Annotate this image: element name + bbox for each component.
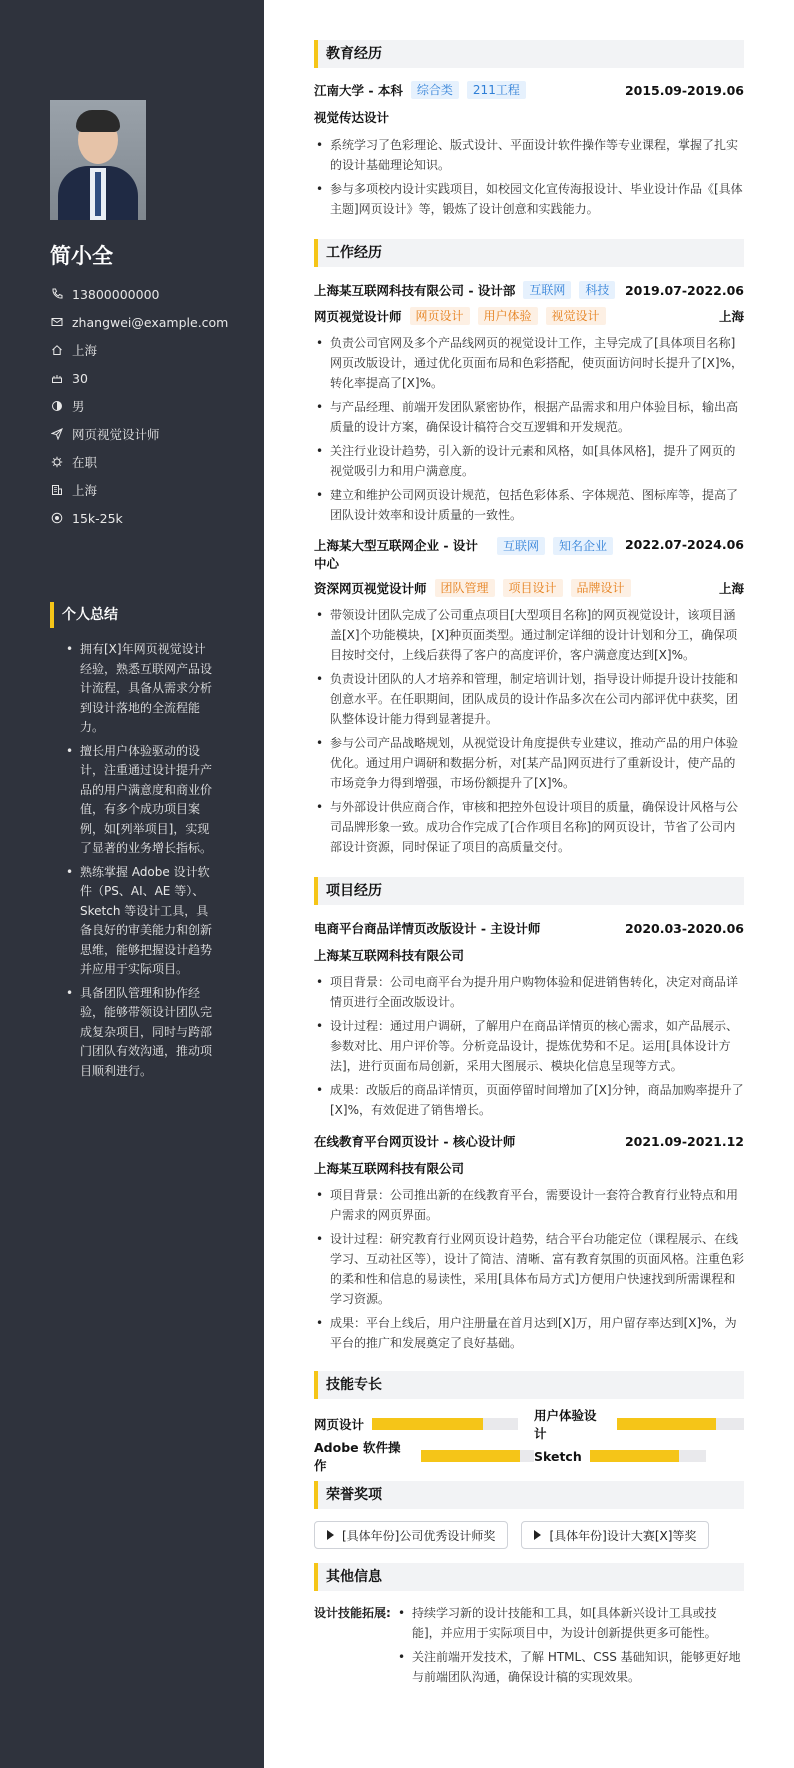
gender-text: 男	[72, 399, 85, 414]
job-city: 上海	[718, 309, 744, 324]
other-heading: 其他信息	[314, 1563, 744, 1591]
job-bullet: • 建立和维护公司网页设计规范，包括色彩体系、字体规范、图标库等，提高了团队设计效率和设计质量的一致性。	[314, 485, 744, 525]
sidebar	[0, 0, 264, 1768]
location-text: 上海	[72, 343, 98, 358]
job-date: 2019.07-2022.06	[624, 282, 744, 298]
job-company: 上海某互联网科技有限公司 - 设计部	[314, 283, 516, 298]
project-bullet: • 设计过程：研究教育行业网页设计趋势，结合平台功能定位（课程展示、在线学习、互动社区等），设计了简洁、清晰、富有教育氛围的页面风格。注重色彩的柔和性和信息的易读性，采用[具体布局方式]方便用户快速找到所需课程和学习资源。	[314, 1229, 744, 1309]
play-icon	[534, 1530, 541, 1540]
role-tag: 品牌设计	[571, 579, 631, 597]
project-bullet: • 设计过程：通过用户调研，了解用户在商品详情页的核心需求，如产品展示、参数对比、用户评价等。分析竞品设计，提炼优势和不足。运用[具体设计方法]，进行页面布局创新，采用大图展示、模块化信息呈现等方式。	[314, 1016, 744, 1076]
project-company: 上海某互联网科技有限公司	[314, 1161, 465, 1176]
other-bullet: • 持续学习新的设计技能和工具，如[具体新兴设计工具或技能]，并应用于实际项目中，为设计创新提供更多可能性。	[396, 1603, 744, 1643]
projects-heading: 项目经历	[314, 877, 744, 905]
job-bullet: • 带领设计团队完成了公司重点项目[大型项目名称]的网页视觉设计，该项目涵盖[X]个功能模块，[X]种页面类型。通过制定详细的设计计划和分工，确保项目按时交付，上线后获得了客户的高度评价，客户满意度达到[X]%。	[314, 605, 744, 665]
age-text: 30	[72, 370, 88, 386]
role-tag: 用户体验	[478, 307, 538, 325]
info-age	[50, 364, 228, 392]
skill-bar-fill	[421, 1450, 521, 1462]
cake-icon	[50, 372, 63, 385]
education-bullets	[314, 135, 744, 219]
role-tag: 项目设计	[503, 579, 563, 597]
education-tag: 211工程	[467, 81, 526, 99]
project-name: 电商平台商品详情页改版设计 - 主设计师	[314, 921, 541, 936]
education-row	[314, 81, 744, 99]
skill-label: Adobe 软件操作	[314, 1440, 401, 1473]
project-bullets	[314, 972, 744, 1120]
project-bullet: • 项目背景：公司推出新的在线教育平台，需要设计一套符合教育行业特点和用户需求的网页界面。	[314, 1185, 744, 1225]
project-company: 上海某互联网科技有限公司	[314, 948, 465, 963]
skill-label: 用户体验设计	[534, 1408, 597, 1441]
job-bullets	[314, 333, 744, 525]
candidate-name: 简小全	[50, 244, 113, 268]
skill-label: 网页设计	[314, 1417, 365, 1432]
job-bullets	[314, 605, 744, 857]
summary-item: • 熟练掌握 Adobe 设计软件（PS、AI、AE 等）、Sketch 等设计工具，具备良好的审美能力和创新思维，能够把握设计趋势并应用于实际项目。	[66, 863, 216, 980]
job-role: 资深网页视觉设计师	[314, 581, 427, 596]
summary-title: 个人总结	[50, 602, 118, 628]
job-row	[314, 537, 744, 573]
skill-label: Sketch	[534, 1448, 582, 1464]
info-location	[50, 336, 228, 364]
role-tag: 网页设计	[410, 307, 470, 325]
skill-bar	[617, 1418, 744, 1430]
other-bullets	[396, 1603, 744, 1691]
job-role: 网页视觉设计师	[314, 309, 402, 324]
other-label: 设计技能拓展:	[314, 1606, 391, 1620]
skill-item	[534, 1443, 744, 1469]
project-bullet: • 成果：平台上线后，用户注册量在首月达到[X]万，用户留存率达到[X]%，为平台的推广和发展奠定了良好基础。	[314, 1313, 744, 1353]
job-bullet: • 参与公司产品战略规划，从视觉设计角度提供专业建议，推动产品的用户体验优化。通过用户调研和数据分析，对[某产品]网页进行了重新设计，使产品的市场竞争力得到增强，市场份额提升了[X]%。	[314, 733, 744, 793]
project-row	[314, 1132, 744, 1150]
salary-icon	[50, 512, 63, 525]
project-bullet: • 成果：改版后的商品详情页，页面停留时间增加了[X]分钟，商品加购率提升了[X]%，有效促进了销售增长。	[314, 1080, 744, 1120]
gender-icon	[50, 400, 63, 413]
work-city-text: 上海	[72, 483, 98, 498]
skill-item	[314, 1440, 534, 1473]
position-text: 网页视觉设计师	[72, 427, 160, 442]
skill-item	[534, 1408, 744, 1441]
skill-bar	[590, 1450, 706, 1462]
send-icon	[50, 428, 63, 441]
info-status	[50, 448, 228, 476]
job-tag: 知名企业	[553, 537, 613, 555]
skills-heading: 技能专长	[314, 1371, 744, 1399]
project-date: 2021.09-2021.12	[624, 1133, 744, 1149]
email-text: zhangwei@example.com	[72, 314, 229, 330]
project-bullets	[314, 1185, 744, 1353]
award-item	[521, 1521, 709, 1549]
skill-item	[314, 1411, 534, 1437]
summary-item: • 具备团队管理和协作经验，能够带领设计团队完成复杂项目，同时与跨部门团队有效沟通，推动项目顺利进行。	[66, 984, 216, 1082]
skill-bar	[372, 1418, 518, 1430]
summary-item: • 擅长用户体验驱动的设计，注重通过设计提升产品的用户满意度和商业价值，有多个成功项目案例，如[列举项目]，实现了显著的业务增长指标。	[66, 742, 216, 859]
job-bullet: • 负责公司官网及多个产品线网页的视觉设计工作，主导完成了[具体项目名称]网页改版设计，通过优化页面布局和色彩搭配，使页面访问时长提升了[X]%，转化率提高了[X]%。	[314, 333, 744, 393]
project-date: 2020.03-2020.06	[624, 920, 744, 936]
summary-list	[66, 640, 216, 1085]
main-content	[314, 40, 744, 1691]
skills-grid	[314, 1408, 744, 1473]
mail-icon	[50, 316, 63, 329]
info-salary	[50, 504, 228, 532]
job-role-row	[314, 307, 744, 325]
play-icon	[327, 1530, 334, 1540]
status-text: 在职	[72, 455, 98, 470]
job-city: 上海	[718, 581, 744, 596]
info-phone	[50, 280, 228, 308]
awards-list	[314, 1521, 744, 1549]
awards-heading: 荣誉奖项	[314, 1481, 744, 1509]
award-item	[314, 1521, 508, 1549]
phone-icon	[50, 288, 63, 301]
role-tag: 视觉设计	[546, 307, 606, 325]
education-bullet: • 系统学习了色彩理论、版式设计、平面设计软件操作等专业课程，掌握了扎实的设计基础理论知识。	[314, 135, 744, 175]
job-tag: 互联网	[523, 281, 571, 299]
job-date: 2022.07-2024.06	[624, 537, 744, 552]
avatar	[50, 100, 146, 220]
job-row	[314, 281, 744, 299]
contact-info	[50, 280, 228, 532]
award-text: [具体年份]设计大赛[X]等奖	[549, 1528, 697, 1543]
project-name: 在线教育平台网页设计 - 核心设计师	[314, 1134, 516, 1149]
skill-bar-fill	[617, 1418, 716, 1430]
job-tag: 互联网	[497, 537, 545, 555]
education-tag: 综合类	[411, 81, 459, 99]
info-gender	[50, 392, 228, 420]
status-icon	[50, 456, 63, 469]
award-text: [具体年份]公司优秀设计师奖	[342, 1528, 496, 1543]
job-bullet: • 与产品经理、前端开发团队紧密协作，根据产品需求和用户体验目标，输出高质量的设计方案，确保设计稿符合交互逻辑和开发规范。	[314, 397, 744, 437]
salary-text: 15k-25k	[72, 510, 123, 526]
info-email	[50, 308, 228, 336]
major: 视觉传达设计	[314, 110, 390, 125]
summary-item: • 拥有[X]年网页视觉设计经验，熟悉互联网产品设计流程，具备从需求分析到设计落地的全流程能力。	[66, 640, 216, 738]
project-bullet: • 项目背景：公司电商平台为提升用户购物体验和促进销售转化，决定对商品详情页进行全面改版设计。	[314, 972, 744, 1012]
education-date: 2015.09-2019.06	[624, 82, 744, 98]
job-bullet: • 负责设计团队的人才培养和管理，制定培训计划，指导设计师提升设计技能和创意水平。在任职期间，团队成员的设计作品多次在公司内部评优中获奖，团队整体设计能力得到显著提升。	[314, 669, 744, 729]
skill-bar-fill	[372, 1418, 483, 1430]
work-heading: 工作经历	[314, 239, 744, 267]
project-row	[314, 919, 744, 937]
education-heading: 教育经历	[314, 40, 744, 68]
other-row	[314, 1603, 744, 1691]
home-icon	[50, 344, 63, 357]
info-position	[50, 420, 228, 448]
building-icon	[50, 484, 63, 497]
school-name: 江南大学 - 本科	[314, 83, 403, 98]
role-tag: 团队管理	[435, 579, 495, 597]
job-bullet: • 关注行业设计趋势，引入新的设计元素和风格，如[具体风格]，提升了网页的视觉吸引力和用户满意度。	[314, 441, 744, 481]
skill-bar-fill	[590, 1450, 679, 1462]
job-bullet: • 与外部设计供应商合作，审核和把控外包设计项目的质量，确保设计风格与公司品牌形象一致。成功合作完成了[合作项目名称]的网页设计，节省了公司内部设计资源，同时保证了项目的高质量交付。	[314, 797, 744, 857]
skill-bar	[421, 1450, 534, 1462]
education-bullet: • 参与多项校内设计实践项目，如校园文化宣传海报设计、毕业设计作品《[具体主题]网页设计》等，锻炼了设计创意和实践能力。	[314, 179, 744, 219]
info-work-city	[50, 476, 228, 504]
job-role-row	[314, 579, 744, 597]
job-tag: 科技	[579, 281, 615, 299]
job-company: 上海某大型互联网企业 - 设计中心	[314, 538, 478, 571]
phone-text: 13800000000	[72, 286, 160, 302]
other-bullet: • 关注前端开发技术，了解 HTML、CSS 基础知识，能够更好地与前端团队沟通，确保设计稿的实现效果。	[396, 1647, 744, 1687]
